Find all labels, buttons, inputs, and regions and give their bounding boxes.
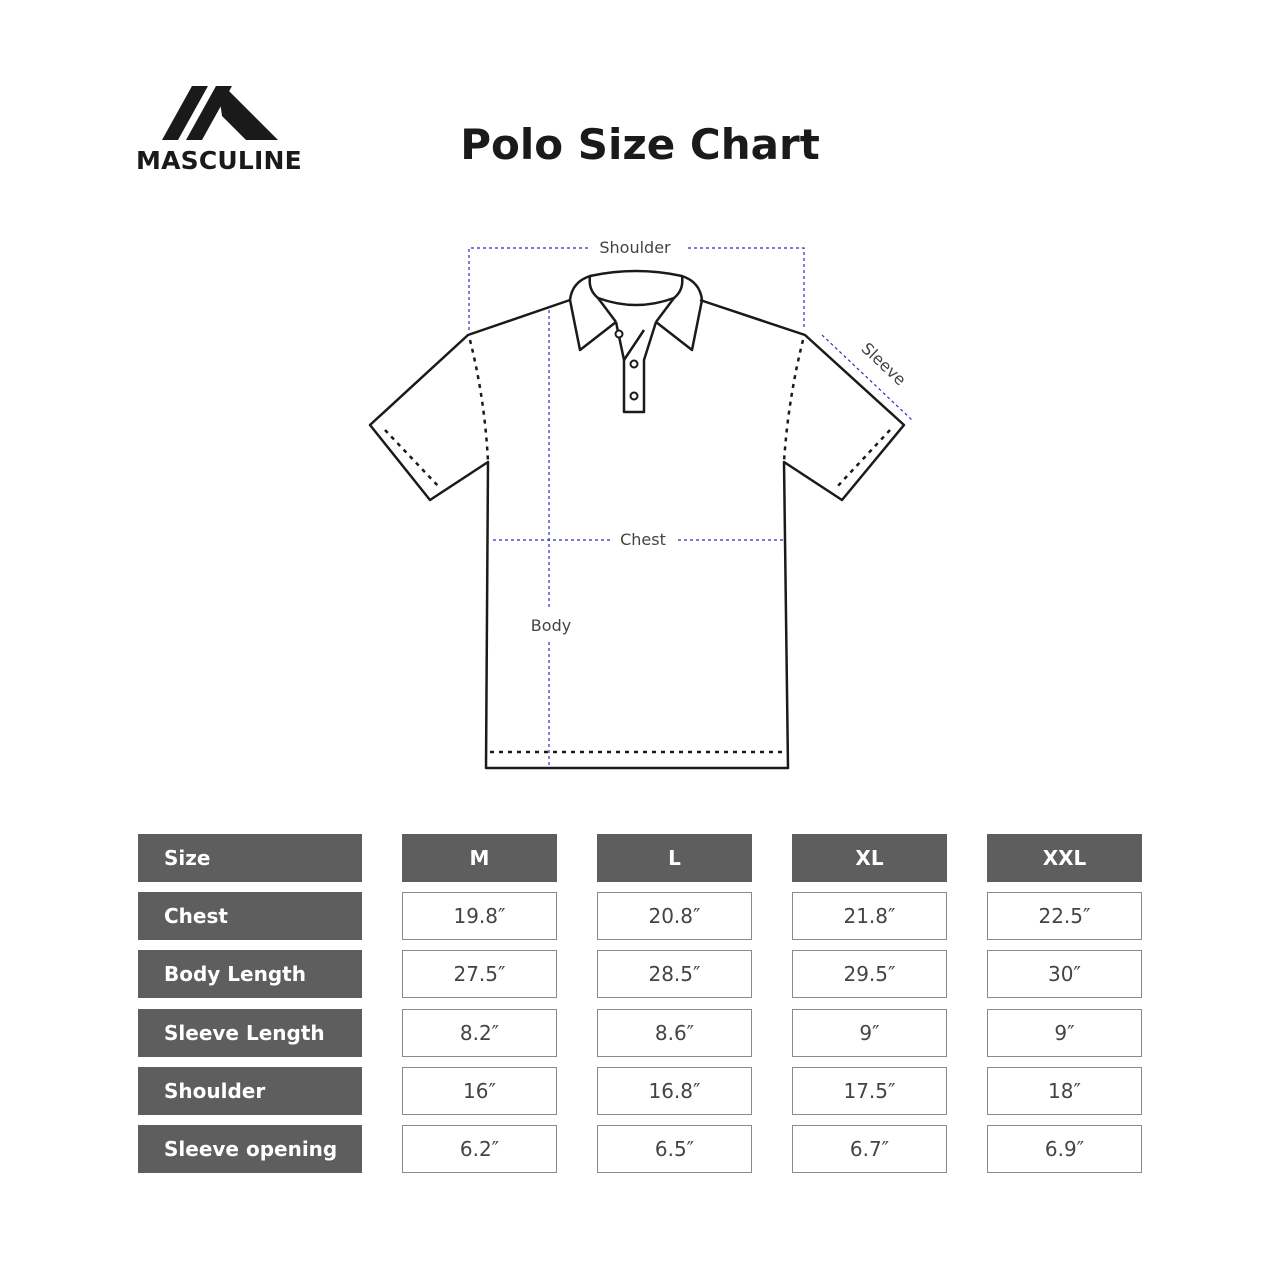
table-cell: 22.5″: [987, 892, 1142, 940]
table-cell: 19.8″: [402, 892, 557, 940]
table-cell: 27.5″: [402, 950, 557, 998]
col-header-m: M: [402, 834, 557, 882]
page-title: Polo Size Chart: [460, 120, 820, 169]
col-header-xxl: XXL: [987, 834, 1142, 882]
row-label-body-length: Body Length: [138, 950, 362, 998]
shoulder-label: Shoulder: [599, 238, 671, 257]
table-cell: 8.2″: [402, 1009, 557, 1057]
row-label-sleeve-length: Sleeve Length: [138, 1009, 362, 1057]
chest-label: Chest: [620, 530, 666, 549]
table-cell: 20.8″: [597, 892, 752, 940]
table-cell: 9″: [987, 1009, 1142, 1057]
table-cell: 21.8″: [792, 892, 947, 940]
table-cell: 6.2″: [402, 1125, 557, 1173]
table-cell: 18″: [987, 1067, 1142, 1115]
brand-name: MASCULINE: [136, 146, 302, 175]
table-cell: 30″: [987, 950, 1142, 998]
col-header-xl: XL: [792, 834, 947, 882]
table-cell: 17.5″: [792, 1067, 947, 1115]
row-label-sleeve-opening: Sleeve opening: [138, 1125, 362, 1173]
table-cell: 16″: [402, 1067, 557, 1115]
table-cell: 8.6″: [597, 1009, 752, 1057]
table-cell: 28.5″: [597, 950, 752, 998]
sleeve-label: Sleeve: [857, 338, 910, 390]
table-cell: 16.8″: [597, 1067, 752, 1115]
table-cell: 6.9″: [987, 1125, 1142, 1173]
table-cell: 6.7″: [792, 1125, 947, 1173]
col-header-l: L: [597, 834, 752, 882]
row-label-shoulder: Shoulder: [138, 1067, 362, 1115]
size-header-label: Size: [138, 834, 362, 882]
table-cell: 29.5″: [792, 950, 947, 998]
row-label-chest: Chest: [138, 892, 362, 940]
table-cell: 9″: [792, 1009, 947, 1057]
body-label: Body: [530, 616, 572, 635]
table-cell: 6.5″: [597, 1125, 752, 1173]
